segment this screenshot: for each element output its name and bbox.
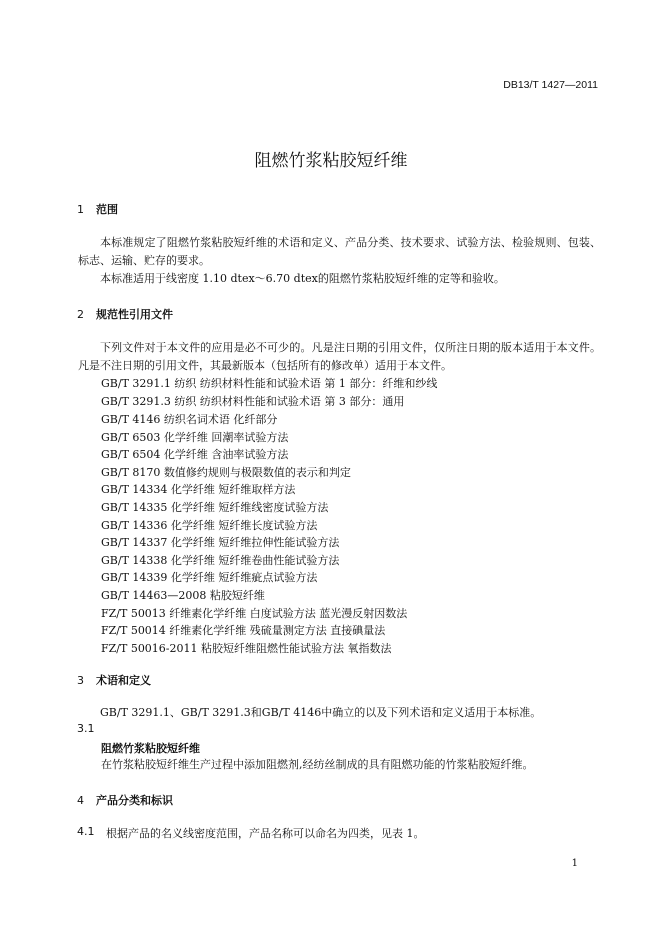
section-number: 1 (77, 203, 84, 216)
reference-item: GB/T 14336 化学纤维 短纤维长度试验方法 (101, 519, 318, 532)
section-title: 术语和定义 (96, 674, 151, 687)
reference-item: GB/T 14337 化学纤维 短纤维拉伸性能试验方法 (101, 536, 340, 549)
section-number: 2 (77, 308, 84, 321)
terms-intro-paragraph: GB/T 3291.1、GB/T 3291.3和GB/T 4146中确立的以及下列术语和定义适用于本标准。 (100, 706, 542, 719)
reference-item: GB/T 6504 化学纤维 含油率试验方法 (101, 448, 289, 461)
section-number: 3 (77, 674, 84, 687)
section-title: 范围 (96, 203, 118, 216)
term-number: 3.1 (77, 722, 95, 735)
reference-item: GB/T 14339 化学纤维 短纤维疵点试验方法 (101, 571, 318, 584)
page-number: 1 (571, 858, 578, 869)
section-title: 规范性引用文件 (96, 308, 173, 321)
reference-item: GB/T 14335 化学纤维 短纤维线密度试验方法 (101, 501, 329, 514)
reference-item: GB/T 4146 纺织名词术语 化纤部分 (101, 413, 278, 426)
term-name: 阻燃竹浆粘胶短纤维 (101, 742, 200, 755)
reference-item: FZ/T 50016-2011 粘胶短纤维阻燃性能试验方法 氧指数法 (101, 642, 392, 655)
scope-paragraph: 本标准规定了阻燃竹浆粘胶短纤维的术语和定义、产品分类、技术要求、试验方法、检验规则、包装、标志、运输、贮存的要求。 (78, 236, 601, 267)
standard-code: DB13/T 1427—2011 (503, 79, 598, 91)
document-title: 阻燃竹浆粘胶短纤维 (254, 151, 408, 171)
section-number: 4 (77, 794, 84, 807)
clause-number: 4.1 (77, 825, 95, 838)
reference-item: GB/T 14334 化学纤维 短纤维取样方法 (101, 483, 296, 496)
reference-item: FZ/T 50013 纤维素化学纤维 白度试验方法 蓝光漫反射因数法 (101, 607, 408, 620)
reference-item: GB/T 3291.1 纺织 纺织材料性能和试验术语 第 1 部分：纤维和纱线 (101, 377, 438, 390)
applicability-paragraph: 本标准适用于线密度 1.10 dtex～6.70 dtex的阻燃竹浆粘胶短纤维的定等和验收。 (100, 272, 505, 285)
section-4-heading (77, 792, 173, 808)
reference-item: GB/T 14463—2008 粘胶短纤维 (101, 589, 265, 602)
section-title: 产品分类和标识 (96, 794, 173, 807)
normative-intro-paragraph: 下列文件对于本文件的应用是必不可少的。凡是注日期的引用文件，仅所注日期的版本适用于本文件。凡是不注日期的引用文件，其最新版本（包括所有的修改单）适用于本文件。 (78, 341, 601, 372)
reference-item: GB/T 6503 化学纤维 回潮率试验方法 (101, 431, 289, 444)
section-1-heading (77, 201, 118, 217)
reference-item: GB/T 3291.3 纺织 纺织材料性能和试验术语 第 3 部分：通用 (101, 395, 405, 408)
reference-item: GB/T 8170 数值修约规则与极限数值的表示和判定 (101, 466, 351, 479)
clause-text: 根据产品的名义线密度范围，产品名称可以命名为四类，见表 1。 (106, 827, 425, 840)
reference-item: FZ/T 50014 纤维素化学纤维 残硫量测定方法 直接碘量法 (101, 624, 386, 637)
term-definition: 在竹浆粘胶短纤维生产过程中添加阻燃剂,经纺丝制成的具有阻燃功能的竹浆粘胶短纤维。 (101, 758, 534, 771)
reference-item: GB/T 14338 化学纤维 短纤维卷曲性能试验方法 (101, 554, 340, 567)
section-3-heading (77, 672, 151, 688)
section-2-heading (77, 306, 173, 322)
